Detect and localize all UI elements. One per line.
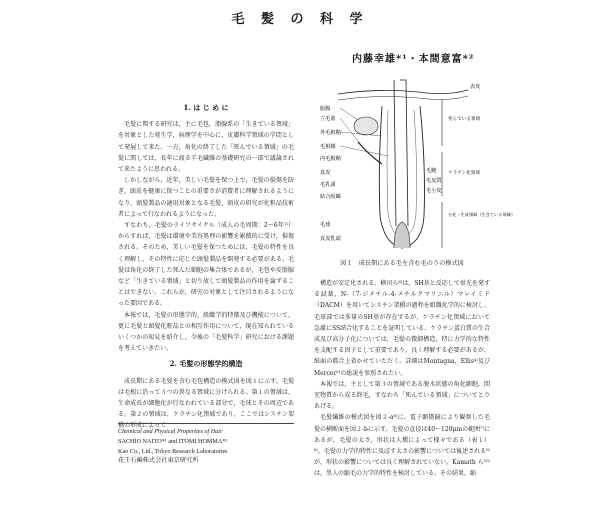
paper-title: 毛 髪 の 科 学 — [231, 12, 369, 27]
label-arrector: 立毛筋 — [320, 116, 336, 122]
label-root-sheath: 毛根鞘 — [320, 144, 336, 150]
section-1-para-1: 毛髪に関する研究は，主に毛包，脂腺系の「生きている領域」を対象とした発生学，病理学を中心に，皮膚科学領域の学問として発展して来た。一方，角化の終了した「死んでいる領域」の毛髪に関しては，長年に渡る羊毛繊維の基礎研究の一部で議論されて来たように思われる。 — [118, 121, 294, 174]
footnote-authors-en: SACHIO NAITO*¹ and ITOMI HOMMA*² — [118, 437, 228, 445]
right-para-2: 本報では，主として第３の領域である脱水状態の角化細胞，間充物質から成る終毛，すなわち「死んでいる領域」についてとりあげる。 — [314, 380, 490, 411]
label-epidermis: 表皮 — [470, 84, 481, 90]
label-dermis: 真皮 — [320, 170, 331, 176]
footnote — [118, 423, 294, 466]
label-connective-tissue: 結合組織 — [320, 194, 341, 200]
label-keratin-region: ケラチン化領域 — [448, 171, 480, 176]
hair-follicle-figure — [318, 76, 516, 256]
right-column — [314, 278, 490, 480]
section-1-para-3: すなわち，毛髪のライフサイクル（成人の毛周期：2～6年¹⁾）からすれば，毛髪は環境や美容処理の影響を累積的に受け，損傷される。そのため，美しい毛髪を保つためには，毛髪の特性を良く理解し，その特性に応じた頭髪製品を開発する必要がある。毛髪は角化の終了した死んだ細胞の集合体であるが，毛包や皮脂腺など「生きている領域」と切り放して頭髪製品の作用を論ずることはできない。これらが，研究の対象として注目されるようになった要因である。 — [118, 222, 294, 308]
label-inner-root-sheath: 内毛根鞘 — [320, 156, 341, 162]
right-para-3: 毛髪繊維の模式図を図２-a⁶⁾に，電子顕微鏡により観察した毛髪の横断面を図２-bに示す。毛髪の直径は40～120μmの範囲⁷⁾にあるが，毛髪の太さ，形状は人種によって様々である（表１）⁸⁾。毛髪の力学的特性に及ぼす太さの影響については後述される⁹⁾が，形状の影響については良く理解されていない。Kamath ら¹⁰⁾は，黒人の縮毛の力学的特性を検討している。その結果，縮 — [314, 414, 490, 478]
footnote-title-en: Chemical and Physical Properties of Hair — [118, 428, 223, 435]
left-column — [118, 98, 294, 432]
label-dermal-papilla-2: 真皮乳頭 — [320, 236, 341, 242]
label-outer-root-sheath: 外毛根鞘 — [320, 130, 341, 136]
label-living-region: 分化・生成領域（生きている領域） — [448, 212, 516, 217]
section-2-para-1: 成長期にある毛髪を含む毛包構造の模式図を図１に示す。毛髪は毛根に沿って３つの異なる領域に分けられる。第１の領域は，生命成長が細胞化が行なわれている部分で，毛球とその周辺である。第２の領域は，ケラチン化領域であり，ここではシスチン架橋の形成によって — [118, 377, 294, 430]
right-para-1: 構造が安定化される。横田ら⁶⁾は，SH基と反応して蛍光を発する試薬，N-（7-ジメチル-4-メチルクマリニル）マレイミド（DACM）を用いてシスチン架橋の過程を組織化学的に検討し，毛球部では多量のSH基が存在するが，ケラチン化領域において急激にSS結合化することを証明している。ケラチン蛋白質の生合成及び高分子化については，毛髪の微細構造，特に力学的な特性を支配する因子として重要であり，良く理解する必要があるが，紙面の都合上省かせていただく。詳細はMontagna，Ellis⁴⁾及びMercer⁵⁾の総説を参照されたい。 — [314, 280, 490, 377]
figure-caption: 図１ 成長期にある毛を含む毛のうの模式図 — [340, 260, 464, 267]
label-cuticle: 毛小皮 — [426, 188, 442, 194]
label-dermal-papilla: 毛乳頭 — [320, 182, 336, 188]
authors-jp: 内藤幸雄*¹・本間意富*² — [352, 54, 475, 65]
label-dead-region: 死んでいる領域 — [448, 117, 481, 122]
section-1-para-2: しかしながら，近年，美しい毛髪を保つ上で，毛髪の損傷を防ぎ，頭皮を健康に保つことの重要さが消費者に理解されるようになり，頭髪製品の適用対象となる毛髪，頭皮の研究が化粧品技術者によって行なわれるようになった。 — [118, 177, 294, 218]
label-cortex: 毛皮質 — [426, 178, 442, 184]
footnote-affiliation-jp: 花王石鹸株式会社東京研究所 — [118, 457, 199, 465]
footnote-affiliation-en: Kao Co., Ltd., Tokyo Research Laboratories — [118, 447, 228, 455]
section-1-heading: 1. は じ め に — [183, 103, 229, 112]
label-hair-bulb: 毛球 — [320, 222, 331, 228]
label-medulla: 毛髄 — [426, 168, 437, 174]
section-1-para-4: 本報では，毛髪の形態学的，組織学的特徴及び機能について，更に毛髪と頭髪化粧品との相互作用について，現在知られているいくつかの知見を紹介し，今後の「毛髪科学」研究における課題を考えていきたい。 — [118, 311, 294, 353]
label-sebaceous: 脂腺 — [320, 106, 331, 112]
section-2-heading: 2. 毛髪の形態学的構造 — [169, 359, 243, 369]
